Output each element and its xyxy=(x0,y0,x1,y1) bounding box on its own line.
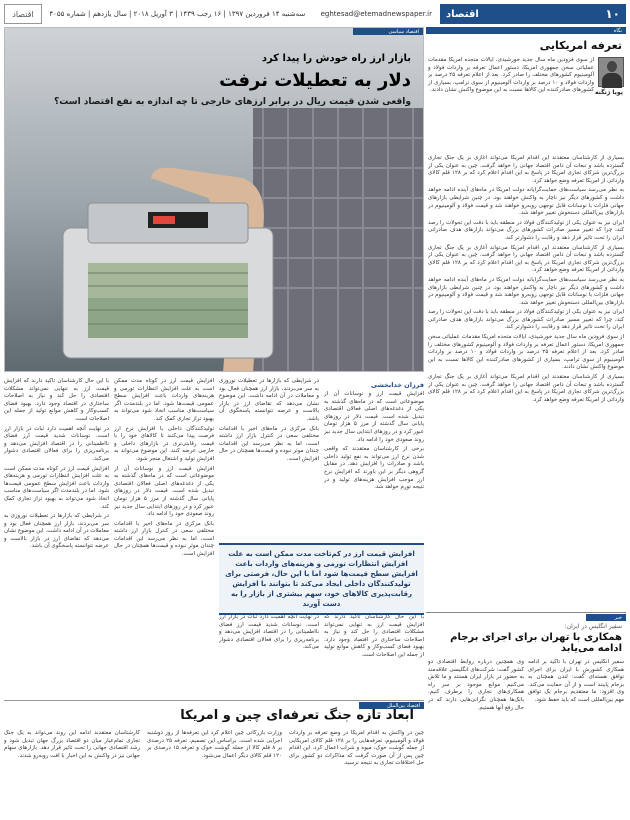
author-name: پویا ژنگنه xyxy=(595,89,623,96)
bottom-left-tag: اقتصاد بین‌الملل xyxy=(359,702,424,709)
uk-iran-kicker: سفیر انگلیس در ایران: xyxy=(564,623,622,630)
feature-story xyxy=(4,27,424,372)
feature-byline: فرزان خدابخشی xyxy=(370,381,424,389)
feature-column-2 xyxy=(219,378,319,538)
feature-paragraph: برخی از کارشناسان معتقدند که واقعی شدن نرخ ارز می‌تواند به نفع تولید داخلی باشد و صادرات را افزایش دهد. در مقابل گروهی دیگر بر این باورند که افزایش نرخ ارز موجب افزایش هزینه‌های تولید و در نتیجه تورم خواهد شد. xyxy=(324,446,424,491)
newspaper-logo: اقتصاد xyxy=(4,4,42,24)
oped-paragraph: ایران نیز به عنوان یکی از تولیدکنندگان فولاد در منطقه باید با دقت این تحولات را رصد کند، چرا که تغییر مسیر صادرات کشورهای بزرگ می‌تواند بازارهای هدف صادراتی ایران را تحت تاثیر قرار دهد و رقابت را دشوارتر کند. xyxy=(428,219,624,241)
oped-paragraph: ایران نیز به عنوان یکی از تولیدکنندگان فولاد در منطقه باید با دقت این تحولات را رصد کند، چرا که تغییر مسیر صادرات کشورهای بزرگ می‌تواند بازارهای هدف صادراتی ایران را تحت تاثیر قرار دهد و رقابت را دشوارتر کند. xyxy=(428,309,624,331)
feature-body xyxy=(4,378,424,698)
feature-paragraph: افزایش قیمت ارز در کوتاه مدت ممکن است به علت افزایش انتظارات تورمی و هزینه‌های واردات باعث افزایش سطح عمومی قیمت‌ها شود. اما در بلندمدت اگر سیاست‌های مناسب اتخاذ شود می‌تواند به بهبود تراز تجاری کمک کند. xyxy=(114,378,214,422)
oped-title: تعرفه امریکایی xyxy=(539,39,622,52)
feature-kicker: بازار ارز راه خودش را پیدا کرد xyxy=(261,53,411,64)
china-us-column-2 xyxy=(147,730,282,816)
date-line: سه‌شنبه ۱۴ فروردین ۱۳۹۷ | ۱۶ رجب ۱۴۳۹ | ۳ آوریل ۲۰۱۸ | سال یازدهم | شماره ۴۰۵۵ xyxy=(49,10,306,18)
feature-paragraph: در نهایت آنچه اهمیت دارد ثبات در بازار ارز است. نوسانات شدید قیمت ارز فضای نااطمینانی را در اقتصاد افزایش می‌دهد و برنامه‌ریزی را برای فعالان اقتصادی دشوار می‌کند. xyxy=(219,614,319,651)
feature-paragraph: در شرایطی که بازارها در تعطیلات نوروزی به سر می‌بردند، بازار ارز همچنان فعال بود و معاملات در آن ادامه داشت. این موضوع نشان می‌دهد که تقاضای ارز در بازار بالاست و عرضه نتوانسته پاسخگوی آن باشد. xyxy=(219,378,319,422)
uk-iran-column-2 xyxy=(428,659,524,815)
feature-paragraph: بانک مرکزی در ماه‌های اخیر با اقدامات مختلفی سعی در کنترل بازار ارز داشته است، اما به نظر می‌رسد این اقدامات چندان موثر نبوده و قیمت‌ها همچنان در حال افزایش است. xyxy=(219,425,319,462)
section-title: اقتصاد xyxy=(446,8,479,20)
oped-paragraph: از سوی فرودین ماه سال جدید خورشیدی، ایالات متحده امریکا مقدمات عملیاتی سخن جمهوری امریکا، دستور اعمال تعرفه بر واردات فولاد و آلومینیوم کشورهای مختلف را صادر کرد. بعد از اعلام تعرفه ۲۵ درصد بر واردات فولاد و ۱۰ درصد بر واردات آلومینیوم از سوی ترامپ، بسیاری از کشورهای صادرکننده این کالاها نسبت به این موضوع واکنش نشان دادند. xyxy=(428,334,624,371)
feature-paragraph: افزایش قیمت ارز و نوسانات آن از موضوعاتی است که در ماه‌های گذشته به یکی از دغدغه‌های اصلی فعالان اقتصادی تبدیل شده است. قیمت دلار در روزهای پایانی سال گذشته از مرز ۵ هزار تومان عبور کرد و در روزهای ابتدایی سال جدید نیز روند صعودی خود را ادامه داد. xyxy=(324,391,424,443)
china-us-column-1 xyxy=(289,730,424,816)
story-paragraph: سفیر انگلیس در تهران با تاکید بر ادامه همکاری کشورش با ایران برای اجرای توافق هسته‌ای گفت: لندن همچنان به برجام پایبند است و از آن حمایت می‌کند. وی افزود: ما معتقدیم برجام یک توافق مهم بین‌المللی است که باید حفظ شود. xyxy=(528,659,624,703)
story-paragraph: وی همچنین درباره روابط اقتصادی دو کشور گفت: شرکت‌های انگلیسی علاقه‌مند به حضور در بازار ایران هستند و ما تلاش می‌کنیم موانع موجود بر سر راه همکاری‌های تجاری را برطرف کنیم. بانک‌ها همچنان نگرانی‌هایی دارند که در حال رفع آنها هستیم. xyxy=(428,659,524,711)
feature-lead: واقعی شدن قیمت ریال در برابر ارزهای خارجی تا چه اندازه به نفع اقتصاد است؟ xyxy=(53,97,411,107)
section-email: eghtesad@etemadnewspaper.ir xyxy=(320,10,432,18)
oped-paragraph: بسیاری از کارشناسان معتقدند این اقدام امریکا می‌تواند آغازی بر یک جنگ تجاری گسترده باشد و تبعات آن دامن اقتصاد جهانی را خواهد گرفت. چین به عنوان یکی از بزرگ‌ترین شرکای تجاری امریکا در پاسخ به این اقدام اعلام کرد که بر ۱۲۸ قلم کالای وارداتی از امریکا تعرفه وضع خواهد کرد. xyxy=(428,155,624,184)
section-banner xyxy=(440,4,626,24)
oped-paragraph: به نظر می‌رسد سیاست‌های حمایت‌گرایانه دولت امریکا در ماه‌های آینده ادامه خواهد داشت و کشورهای دیگر نیز ناچار به واکنش خواهند بود. در چنین شرایطی بازارهای جهانی فلزات با نوسانات قابل توجهی روبه‌رو خواهند شد و قیمت فولاد و آلومینیوم در بازارهای بین‌المللی دستخوش تغییر خواهد شد. xyxy=(428,187,624,217)
oped-paragraph: از سوی فرودین ماه سال جدید خورشیدی، ایالات متحده امریکا مقدمات عملیاتی سخن جمهوری امریکا، دستور اعمال تعرفه بر واردات فولاد و آلومینیوم کشورهای مختلف را صادر کرد. بعد از اعلام تعرفه ۲۵ درصد بر واردات فولاد و ۱۰ درصد بر واردات آلومینیوم از سوی ترامپ، بسیاری از کشورهای صادرکننده این کالاها نسبت به این موضوع واکنش نشان دادند. xyxy=(428,57,594,94)
oped-intro-text xyxy=(428,57,594,152)
oped-paragraph: بسیاری از کارشناسان معتقدند این اقدام امریکا می‌تواند آغازی بر یک جنگ تجاری گسترده باشد و تبعات آن دامن اقتصاد جهانی را خواهد گرفت. چین به عنوان یکی از بزرگ‌ترین شرکای تجاری امریکا در پاسخ به این اقدام اعلام کرد که بر ۱۲۸ قلم کالای وارداتی از امریکا تعرفه وضع خواهد کرد. xyxy=(428,244,624,274)
uk-iran-story xyxy=(426,612,626,816)
feature-paragraph: تولیدکنندگان داخلی با افزایش نرخ ارز فرصت پیدا می‌کنند تا کالاهای خود را با قیمت رقابتی‌تری در بازارهای داخلی و خارجی عرضه کنند. این موضوع می‌تواند به افزایش تولید و اشتغال منجر شود. xyxy=(114,425,214,462)
story-paragraph: کارشناسان معتقدند ادامه این روند می‌تواند به یک جنگ تجاری تمام‌عیار میان دو اقتصاد بزرگ جهان تبدیل شود و رشد اقتصادی جهانی را تحت تاثیر قرار دهد. بازارهای سهام جهانی نیز در واکنش به این اخبار با افت روبه‌رو شدند. xyxy=(4,730,140,759)
uk-iran-column-1 xyxy=(528,659,624,815)
bottom-right-tag: خبر xyxy=(586,614,626,621)
feature-column-1 xyxy=(324,378,424,538)
feature-paragraph: با این حال کارشناسان تاکید دارند که افزایش قیمت ارز به تنهایی نمی‌تواند مشکلات اقتصادی را حل کند و نیاز به اصلاحات ساختاری در اقتصاد وجود دارد. بهبود فضای کسب‌وکار و کاهش موانع تولید از جمله این اصلاحات است. xyxy=(4,378,109,422)
china-us-story xyxy=(4,700,424,816)
feature-paragraph: بانک مرکزی در ماه‌های اخیر با اقدامات مختلفی سعی در کنترل بازار ارز داشته است، اما به نظر می‌رسد این اقدامات چندان موثر نبوده و قیمت‌ها همچنان در حال افزایش است. xyxy=(114,520,214,558)
feature-tag: اقتصاد سیاسی xyxy=(353,28,423,35)
feature-paragraph: افزایش قیمت ارز و نوسانات آن از موضوعاتی است که در ماه‌های گذشته به یکی از دغدغه‌های اصلی فعالان اقتصادی تبدیل شده است. قیمت دلار در روزهای پایانی سال گذشته از مرز ۵ هزار تومان عبور کرد و در روزهای ابتدایی سال جدید نیز روند صعودی خود را ادامه داد. xyxy=(114,465,214,518)
feature-paragraph: افزایش قیمت ارز در کوتاه مدت ممکن است به علت افزایش انتظارات تورمی و هزینه‌های واردات باعث افزایش سطح عمومی قیمت‌ها شود. اما در بلندمدت اگر سیاست‌های مناسب اتخاذ شود می‌تواند به بهبود تراز تجاری کمک کند. xyxy=(4,465,109,510)
uk-iran-headline: همکاری با تهران برای اجرای برجام ادامه می‌یابد xyxy=(450,632,622,654)
pull-quote: افزایش قیمت ارز در کم‌تاخت مدت ممکن است به علت افزایش انتظارات تورمی و هزینه‌های واردات باعث افزایش سطح قیمت‌ها شود اما با این حال، فرصتی برای تولیدکنندگان داخلی ایجاد می‌کند تا بتوانند با افزایش رقابت‌پذیری کالاهای خود، سهم بیشتری از بازار را به دست آورند xyxy=(219,543,424,615)
china-us-column-3 xyxy=(4,730,140,816)
feature-headline: دلار به تعطیلات نرفت xyxy=(219,70,411,91)
feature-column-3 xyxy=(114,378,214,698)
feature-column-4 xyxy=(4,378,109,698)
feature-column-6 xyxy=(219,614,319,698)
story-paragraph: چین در واکنش به اقدام امریکا در وضع تعرفه بر واردات فولاد و آلومینیوم، تعرفه‌هایی را بر ۱۲۸ قلم کالای امریکایی از جمله گوشت خوک، میوه و شراب اعمال کرد. این اقدام چین پس از آن صورت گرفت که مذاکرات دو کشور برای حل اختلافات تجاری به نتیجه نرسید. xyxy=(289,730,424,767)
oped-tag: نگاه xyxy=(426,27,626,34)
oped-paragraph: بسیاری از کارشناسان معتقدند این اقدام امریکا می‌تواند آغازی بر یک جنگ تجاری گسترده باشد و تبعات آن دامن اقتصاد جهانی را خواهد گرفت. چین به عنوان یکی از بزرگ‌ترین شرکای تجاری امریکا در پاسخ به این اقدام اعلام کرد که بر ۱۲۸ قلم کالای وارداتی از امریکا تعرفه وضع خواهد کرد. xyxy=(428,374,624,403)
feature-paragraph: در نهایت آنچه اهمیت دارد ثبات در بازار ارز است. نوسانات شدید قیمت ارز فضای نااطمینانی را در اقتصاد افزایش می‌دهد و برنامه‌ریزی را برای فعالان اقتصادی دشوار می‌کند. xyxy=(4,425,109,462)
oped-body-text xyxy=(428,155,624,610)
feature-paragraph: با این حال کارشناسان تاکید دارند که افزایش قیمت ارز به تنهایی نمی‌تواند مشکلات اقتصادی را حل کند و نیاز به اصلاحات ساختاری در اقتصاد وجود دارد. بهبود فضای کسب‌وکار و کاهش موانع تولید از جمله این اصلاحات است. xyxy=(324,614,424,658)
feature-column-5 xyxy=(324,614,424,698)
page-header xyxy=(4,4,626,24)
page-number: ۱۰ xyxy=(605,7,620,21)
author-photo xyxy=(598,57,624,87)
feature-paragraph: در شرایطی که بازارها در تعطیلات نوروزی به سر می‌بردند، بازار ارز همچنان فعال بود و معاملات در آن ادامه داشت. این موضوع نشان می‌دهد که تقاضای ارز در بازار بالاست و عرضه نتوانسته پاسخگوی آن باشد. xyxy=(4,513,109,550)
story-paragraph: وزارت بازرگانی چین اعلام کرد این تعرفه‌ها از روز دوشنبه اجرایی شده است. براساس این تصمیم، تعرفه ۲۵ درصدی بر ۸ قلم کالا از جمله گوشت خوک و تعرفه ۱۵ درصدی بر ۱۲۰ قلم کالای دیگر اعمال می‌شود. xyxy=(147,730,282,759)
china-us-headline: ابعاد تازه جنگ تعرفه‌ای چین و امریکا xyxy=(180,708,414,723)
oped-paragraph: به نظر می‌رسد سیاست‌های حمایت‌گرایانه دولت امریکا در ماه‌های آینده ادامه خواهد داشت و کشورهای دیگر نیز ناچار به واکنش خواهند بود. در چنین شرایطی بازارهای جهانی فلزات با نوسانات قابل توجهی روبه‌رو خواهند شد و قیمت فولاد و آلومینیوم در بازارهای بین‌المللی دستخوش تغییر خواهد شد. xyxy=(428,276,624,306)
